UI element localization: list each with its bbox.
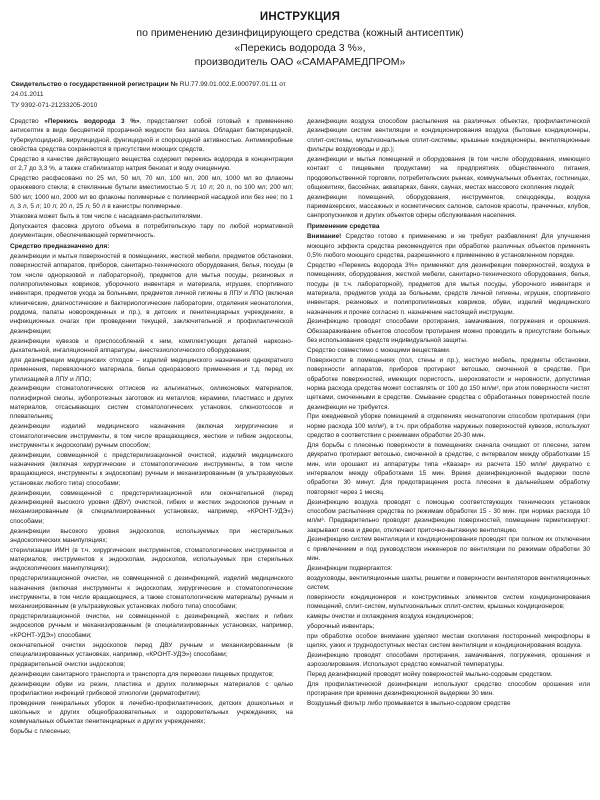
- application-paragraph: Для борьбы с плесенью поверхности в помещениях сначала очищают от плесени, затем двукратно протирают ветошью, смоченной в средстве, с интервалом между обработками 15 мин, или орошают из аппаратуры типа «Квазар» из расчета 150 мл/м² двукратно с интервалом между обработками 15 мин. Время дезинфекционной выдержки после обработки 30 минут. Для предотвращения роста плесени в дальнейшем обработку повторяют через 1 месяц.: [307, 441, 590, 496]
- purpose-item: для дезинфекции медицинских отходов – изделий медицинского назначения однократного применения, перевязочного материала, белья одноразового применения и т.д. перед их утилизацией в ЛПУ и ЛПО;: [10, 356, 293, 383]
- application-heading: Применение средства: [307, 223, 380, 231]
- page-title: ИНСТРУКЦИЯ: [259, 11, 341, 23]
- purpose-item: дезинфекции, совмещенной с предстерилизационной или окончательной (перед дезинфекцией высокого уровня /ДВУ/) очисткой, гибких и жестких эндоскопов ручным и механизированным (в специализированных установках, например, «КРОНТ-УДЭ») способами;: [10, 489, 293, 525]
- purpose-item: предварительной очистки эндоскопов;: [10, 660, 126, 668]
- purpose-item: дезинфекции обуви из резин, пластика и других полимерных материалов с целью профилактики инфекций грибковой этиологии (дерматофитии);: [10, 680, 293, 697]
- purpose-item: дезинфекции санитарного транспорта и транспорта для перевозки пищевых продуктов;: [10, 670, 274, 678]
- registration-label: Свидетельство о государственной регистрации №: [11, 80, 178, 88]
- registration-number: RU.77.99.01.002.Е.000797.01.11 от 24.01.2011: [11, 80, 286, 98]
- disinfection-subject-item: при обработке особое внимание уделяют местам скопления посторонней микрофлоры в щелях, узких и труднодоступных местах систем вентиляции и кондиционирования воздуха.: [307, 632, 590, 650]
- attention-text: Средство готово к применению и не требует разбавления! Для улучшения моющего эффекта средства рекомендуется при обработке различных объектов применять 0,5% любого моющего средства, разрешенного к применению в установленном порядке.: [307, 233, 590, 260]
- technical-spec-line: ТУ 9392-071-21233205-2010: [11, 101, 98, 109]
- application-paragraph: Дезинфекцию проводят способами протирания, замачивания, погружения и орошения. Обеззараживание объектов способом протирания можно проводить в присутствии больных без использования средств индивидуальной защиты.: [307, 318, 590, 345]
- application-paragraph: Дезинфекцию систем вентиляции и кондиционирования проводят при полном их отключении с привлечением и под руководством инженеров по вентиляции по режимам обработки 30 мин.: [307, 536, 590, 563]
- product-name: «Перекись водорода 3 %»,: [234, 41, 366, 54]
- intro-1-prefix: Средство: [10, 118, 45, 125]
- disinfection-subject-item: поверхности кондиционеров и конструктивных элементов систем кондиционирования помещений, сплит-систем, мультизональных сплит-систем, крышных кондиционеров;: [307, 593, 590, 611]
- purpose-item: проведения генеральных уборок в лечебно-профилактических, детских дошкольных и школьных и других общеобразовательных и оздоровительных учреждениях, на коммунальных объектах пенитенциарных и других учреждениях;: [10, 699, 293, 726]
- intro-paragraph-4: Упаковка может быть в том числе с насадками-распылителями.: [10, 212, 203, 220]
- left-column: [10, 117, 293, 737]
- attention-lead: Внимание!: [307, 233, 342, 241]
- purpose-item: предстерилизационной очистки, не совмещенной с дезинфекцией, жестких и гибких эндоскопов ручным и механизированным (в специализированных установках, например, «КРОНТ-УДЭ») способами;: [10, 613, 293, 639]
- tail-paragraph: Воздушный фильтр либо промывается в мыльно-содовом средстве: [307, 700, 511, 708]
- tail-paragraph: Дезинфекцию проводят способами протирания, замачивания, погружения, орошения и аэрозолирования. Используют средство комнатной температуры.: [307, 652, 590, 669]
- purpose-heading: Средство предназначено для:: [10, 242, 110, 250]
- manufacturer-name: производитель ОАО «САМАРАМЕДПРОМ»: [194, 56, 406, 68]
- registration-block: [10, 80, 296, 112]
- registration-certificate-line: [11, 80, 296, 101]
- purpose-item: дезинфекции изделий медицинского назначения (включая хирургические и стоматологические инструменты, в том числе вращающиеся, жесткие и гибкие эндоскопы, инструменты к эндоскопам) ручным способом;: [10, 423, 293, 449]
- purpose-item: дезинфекции и мытья поверхностей в помещениях, жесткой мебели, предметов обстановки, поверхностей аппаратов, приборов, санитарно-технического оборудования, белья, посуды (в том числе одноразовой и лабораторной), предметов для мытья посуды, резиновых и полипропиленовых ковриков, уборочного инвентаря и материала, игрушек, спортивного инвентаря, предметов ухода за больными, предметов личной гигиены в ЛПУ и ЛПО (включая клинические, диагностические и бактериологические лаборатории, отделения неонатологии, роддома, палаты новорожденных и пр.), в детских и пенитенциарных учреждениях, в инфекционных очагах при проведении текущей, заключительной и профилактической дезинфекции;: [10, 253, 293, 335]
- disinfection-subject-item: воздуховоды, вентиляционные шахты, решетки и поверхности вентиляторов вентиляционных систем;: [307, 574, 590, 592]
- purpose-item-cont: дезинфекции воздуха способом распыления на различных объектах, профилактической дезинфекции систем вентиляции и кондиционирования воздуха (бытовые кондиционеры, сплит-системы, мультизональные сплит-системы, крышные кондиционеры, вентиляционные фильтры воздуховоды и др.);: [307, 118, 590, 154]
- application-paragraph-attention: [307, 232, 590, 260]
- disinfection-subject-item: уборочный инвентарь;: [307, 622, 375, 630]
- purpose-item: борьбы с плесенью;: [10, 728, 71, 736]
- purpose-item-cont: дезинфекции помещений, оборудования, инструментов, спецодежды, воздуха парикмахерских, массажных и косметических салонов, салонов красоты, прачечных, клубов, санпропускников и других объектов сферы обслуживания населения.: [307, 193, 590, 220]
- disinfection-subjects-heading: Дезинфекции подвергаются:: [307, 564, 393, 572]
- application-paragraph: Средство «Перекись водорода 3%» применяют для дезинфекции поверхностей, воздуха в помещениях, оборудования, жесткой мебели, санитарно-технического оборудования, белья, посуды (в т.ч. лабораторной), предметов для мытья посуды, уборочного инвентаря и материала, предметов ухода за больными, средств личной гигиены, игрушек, спортивного инвентаря, резиновых и полипропиленовых ковриков, обуви, изделий медицинского назначения и прочее согласно п. назначение настоящей инструкции.: [307, 261, 590, 316]
- tail-paragraph: Перед дезинфекцией проводят мойку поверхностей мыльно-содовым средством.: [307, 671, 553, 679]
- purpose-item: дезинфекции, совмещенной с предстерилизационной очисткой, изделий медицинского назначения (включая хирургические и стоматологические инструменты, в том числе вращающиеся, инструменты к эндоскопам) ручным и механизированным (в ультразвуковых установках любого типа) способами;: [10, 451, 293, 487]
- document-columns: [10, 117, 590, 737]
- purpose-item: стерилизации ИМН (в т.ч. хирургических инструментов, стоматологических инструментов и материалов, инструментов к эндоскопам, эндоскопов, используемых при стерильных эндоскопических манипуляциях);: [10, 546, 293, 573]
- purpose-item-cont: дезинфекции и мытья помещений и оборудования (в том числе оборудования, имеющего контакт с пищевыми продуктами) на предприятиях общественного питания, продовольственной торговли, потребительских рынках, коммунальных объектах, гостиницах, общежитиях, бассейнах, аквапарках, банях, саунах, местах массового скопления людей;: [307, 155, 590, 191]
- application-paragraph: Средство совместимо с моющими веществами.: [307, 347, 451, 354]
- disinfection-subject-item: камеры очистки и охлаждения воздуха кондиционеров;: [307, 613, 474, 621]
- document-header: [10, 10, 590, 70]
- intro-paragraph-5: Допускается фасовка другого объема в потребительскую тару по любой нормативной документации, обеспечивающей герметичность.: [10, 222, 293, 240]
- intro-1-rest: , представляет собой готовый к применению антисептик в виде бесцветной прозрачной жидкости без запаха. Обладает бактерицидной, туберкулоцидной, вирулицидной, фунгицидной и спороцидной активностью. Антимикробные свойства средства сохраняются в присутствии моющих средств.: [10, 118, 293, 154]
- right-column: [307, 117, 590, 709]
- purpose-item: окончательной очистки эндоскопов перед ДВУ ручным и механизированным (в специализированных установках, например, «КРОНТ-УДЭ») способами;: [10, 641, 293, 658]
- intro-paragraph-3: Средство расфасовано по 25 мл, 50 мл, 70 мл, 100 мл, 200 мл, 1000 мл во флаконы оранжевого стекла; в стеклянные бутыли вместимостью 5 л; 10 л; 20 л, по 100 мл; 200 мл; 500 мл; 1000 мл, 2000 мл во флаконы полимерные с полимерной насадкой или без нее; по 1 л, 3 л, 5 л; 10 л; 20 л, 25 л, 50 л в канистры полимерные.: [10, 175, 293, 211]
- tail-paragraph: Для профилактической дезинфекции используют средство способом орошения или протирания при времени дезинфекционной выдержки 30 мин.: [307, 681, 590, 698]
- purpose-item: дезинфекции высокого уровня эндоскопов, используемых при нестерильных эндоскопических манипуляциях;: [10, 527, 293, 544]
- intro-paragraph-1: [10, 117, 293, 154]
- purpose-item: предстерилизационной очистки, не совмещенной с дезинфекцией, изделий медицинского назначения (включая инструменты к эндоскопам, хирургические и стоматологические инструменты, в том числе вращающиеся, а также стоматологические материалы) ручным и механизированным (в ультразвуковых установках любого типа) способами;: [10, 575, 293, 611]
- application-paragraph: При ежедневной уборке помещений в отделениях неонатологии способом протирания (при норме расхода 100 мл/м²), в т.ч. при обработке наружных поверхностей кувезов, используют средство в соответствии с режимами обработки 20-30 мин.: [307, 413, 590, 440]
- application-paragraph: Дезинфекцию воздуха проводят с помощью соответствующих технических установок способом распыления средства по режимам обработки 15 - 30 мин. при нормах расхода 10 мл/м³. Предварительно проводят дезинфекцию поверхностей, помещение герметизируют: закрывают окна и двери, отключают приточно-вытяжную вентиляцию.: [307, 498, 590, 534]
- intro-paragraph-2: Средство в качестве действующего вещества содержит перекись водорода в концентрации от 2,7 до 3,3 %, а также стабилизатор натрия бензоат и воду очищенную.: [10, 155, 293, 173]
- intro-1-product-bold: «Перекись водорода 3 %»: [44, 118, 140, 125]
- purpose-item: дезинфекции кувезов и приспособлений к ним, комплектующих деталей наркозно-дыхательной, ингаляционной аппаратуры, анестезиологического оборудования;: [10, 337, 293, 354]
- application-paragraph: Поверхности в помещениях (пол, стены и пр.), жесткую мебель, предметы обстановки, поверхности аппаратов, приборов протирают ветошью, смоченной в средстве. При обработке поверхностей, имеющих пористость, шероховатости и неровности, допустимая норма расхода средства может составлять от 100 до 150 мл/м², при этом поверхности чистят щетками, смоченными в средстве. Смывание средства с обработанных поверхностей после дезинфекции не требуется.: [307, 356, 590, 411]
- purpose-item: дезинфекции стоматологических оттисков из альгинатных, силиконовых материалов, полиэфирной смолы, зубопротезных заготовок из металлов, керамики, пластмасс и других материалов, отсасывающих систем стоматологических установок, слюноотсосов и плевательниц;: [10, 385, 293, 421]
- document-subtitle: по применению дезинфицирующего средства (кожный антисептик): [136, 27, 464, 39]
